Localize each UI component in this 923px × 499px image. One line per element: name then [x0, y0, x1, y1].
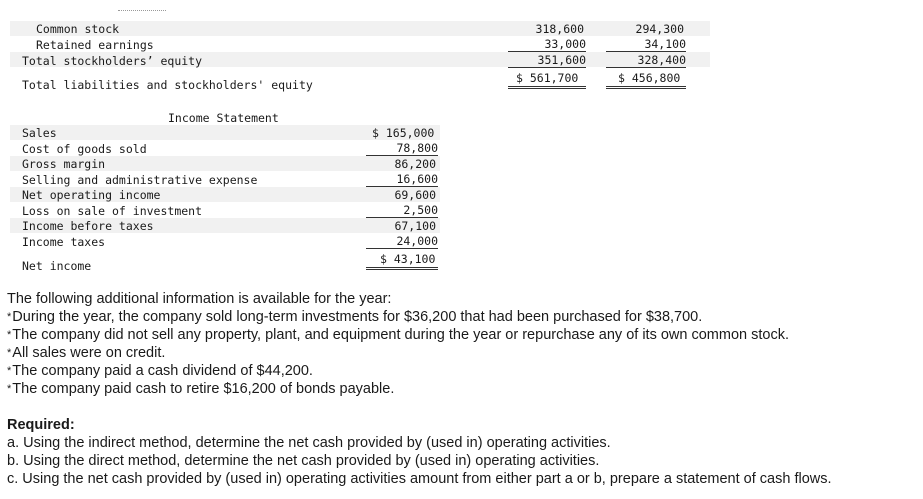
info-item: [7, 380, 394, 398]
bs-total-equity-col1: 351,600: [508, 53, 586, 68]
info-item-text: The company paid cash to retire $16,200 of bonds payable.: [12, 381, 395, 397]
info-item: [7, 362, 313, 380]
is-label-cogs: Cost of goods sold: [22, 142, 147, 156]
additional-info-intro: The following additional information is available for the year:: [7, 291, 392, 307]
bs-label-total-equity: Total stockholders’ equity: [22, 54, 203, 68]
info-item: [7, 308, 702, 326]
is-value-net-operating-income: 69,600: [394, 188, 436, 202]
info-item-text: The company did not sell any property, plant, and equipment during the year or repurchase any of its own common stock.: [12, 327, 789, 343]
income-statement-title: Income Statement: [168, 111, 290, 127]
info-item-text: During the year, the company sold long-term investments for $36,200 that had been purchased for $38,700.: [12, 309, 703, 325]
info-item-text: The company paid a cash dividend of $44,200.: [12, 363, 313, 379]
required-item-b: b. Using the direct method, determine the net cash provided by (used in) operating activities.: [7, 453, 600, 469]
bs-retained-earnings-col2: 34,100: [606, 37, 686, 52]
asterisk-icon: *: [7, 311, 12, 323]
is-label-net-income: Net income: [22, 259, 92, 273]
bs-total-liabilities-col1-text: $ 561,700: [516, 71, 579, 85]
bs-total-liabilities-col1: [508, 71, 586, 89]
bs-label-retained-earnings: Retained earnings: [36, 38, 154, 52]
is-value-income-before-taxes: 67,100: [394, 219, 436, 233]
asterisk-icon: *: [7, 383, 12, 395]
is-label-income-before-taxes: Income before taxes: [22, 219, 154, 233]
is-label-net-operating-income: Net operating income: [22, 188, 161, 202]
required-heading: Required:: [7, 417, 75, 433]
is-label-selling-admin: Selling and administrative expense: [22, 173, 258, 187]
bs-total-liabilities-col2: [606, 71, 686, 89]
is-value-net-income: [366, 252, 438, 270]
required-item-c: c. Using the net cash provided by (used in) operating activities amount from either part a or b, prepare a statement of cash flows.: [7, 471, 832, 487]
bs-label-total-liabilities-equity: Total liabilities and stockholders' equity: [22, 78, 313, 92]
is-value-sales: $ 165,000: [372, 126, 435, 140]
is-value-cogs: 78,800: [366, 141, 438, 156]
cropped-fragment: [118, 10, 166, 19]
is-value-gross-margin: 86,200: [394, 157, 436, 171]
is-label-income-taxes: Income taxes: [22, 235, 106, 249]
info-item: [7, 344, 165, 362]
is-value-loss-on-sale: 2,500: [366, 203, 438, 218]
is-value-net-income-text: $ 43,100: [380, 252, 436, 266]
is-label-loss-on-sale: Loss on sale of investment: [22, 204, 203, 218]
is-label-gross-margin: Gross margin: [22, 157, 106, 171]
bs-label-common-stock: Common stock: [36, 22, 120, 36]
info-item-text: All sales were on credit.: [12, 345, 166, 361]
bs-retained-earnings-col1: 33,000: [508, 37, 586, 52]
bs-common-stock-col2: 294,300: [635, 22, 684, 36]
is-label-sales: Sales: [22, 126, 57, 140]
asterisk-icon: *: [7, 329, 12, 341]
asterisk-icon: *: [7, 347, 12, 359]
required-item-a: a. Using the indirect method, determine the net cash provided by (used in) operating activities.: [7, 435, 611, 451]
is-value-selling-admin: 16,600: [366, 172, 438, 187]
bs-total-equity-col2: 328,400: [606, 53, 686, 68]
bs-total-liabilities-col2-text: $ 456,800: [618, 71, 681, 85]
info-item: [7, 326, 789, 344]
asterisk-icon: *: [7, 365, 12, 377]
is-value-income-taxes: 24,000: [366, 234, 438, 249]
bs-common-stock-col1: 318,600: [535, 22, 584, 36]
